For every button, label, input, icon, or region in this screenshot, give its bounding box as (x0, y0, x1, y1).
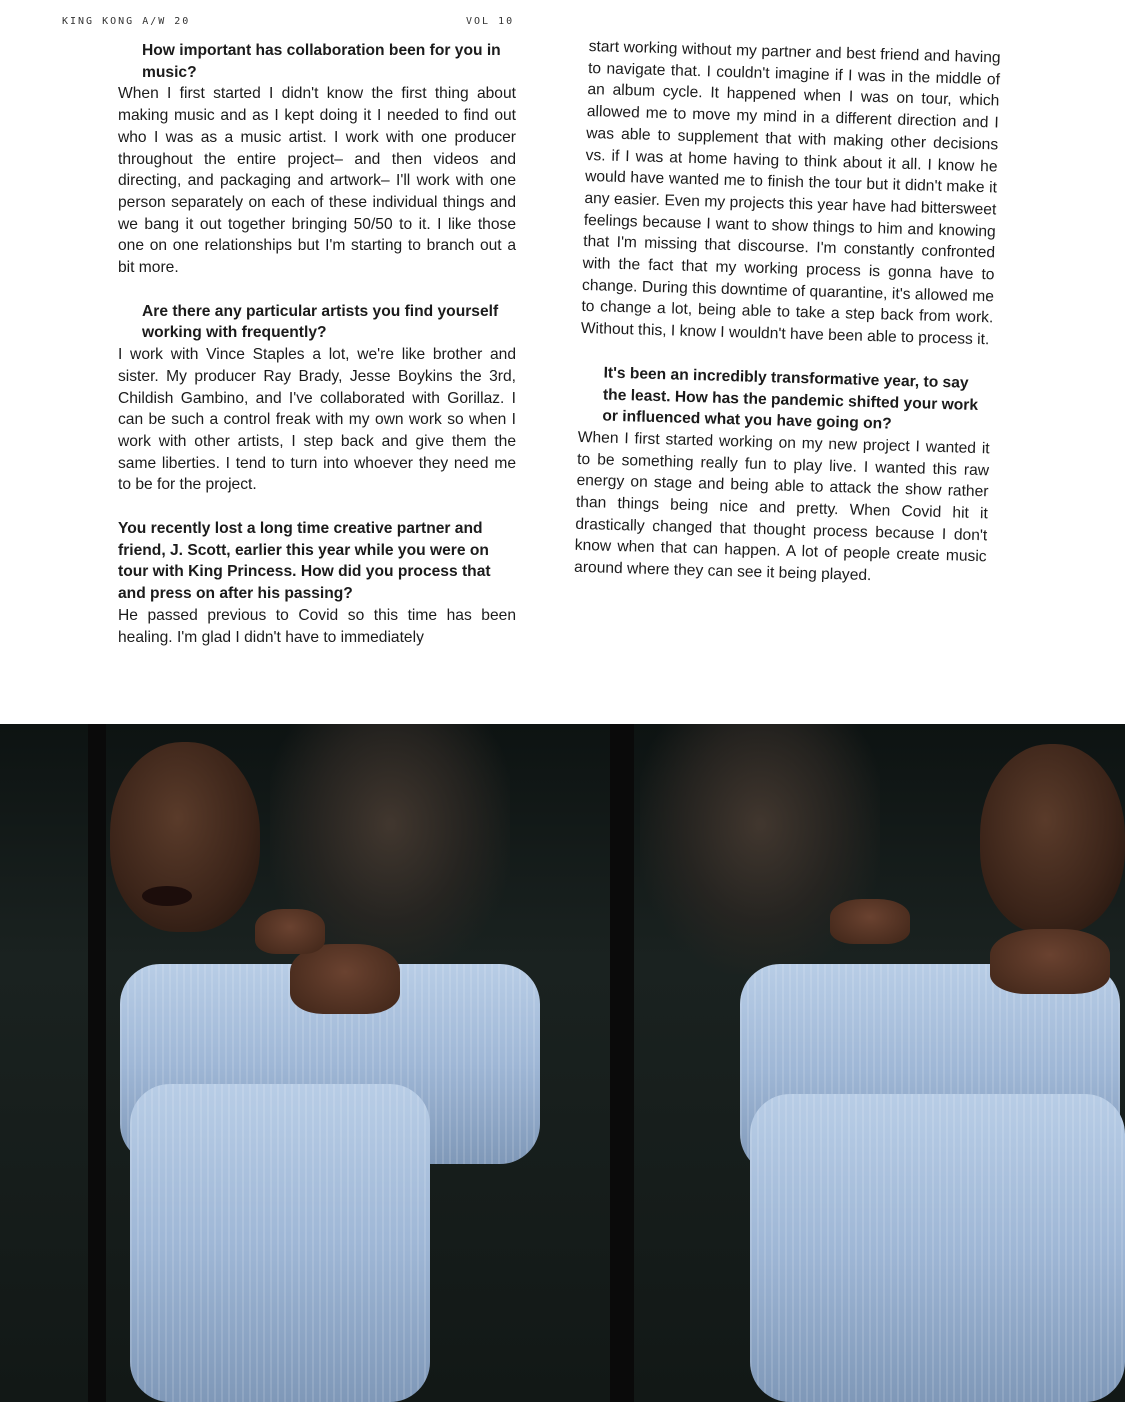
figure-left-shirt-body (130, 1084, 430, 1402)
figure-left-lips (142, 886, 192, 906)
answer-pandemic: When I first started working on my new project I wanted it to be something really fun to play live. I wanted this raw energy on stage and being able to attack the show rather than things being nice and pretty. When Covid hit it drastically changed that thought process because I don't know when that can happen. A lot of people create music around where they can see it being played. (573, 428, 990, 585)
portrait-photo (0, 724, 1125, 1402)
figure-left (0, 724, 520, 1402)
figure-left-hand (290, 944, 400, 1014)
answer-collaboration: When I first started I didn't know the first thing about making music and as I kept doing it I needed to find out who I was as a music artist. I work with one producer throughout the entire project– and then videos and directing, and packaging and artwork– I'll work with one person separately on each of these individual things and we bang it out together bringing 50/50 to it. I like those one on one relationships but I'm starting to branch out a bit more. (118, 85, 516, 277)
right-text-column (574, 36, 1001, 590)
question-pandemic: It's been an incredibly transformative year, to say the least. How has the pandemic shifted your work or influenced what you have going on? (602, 364, 979, 433)
left-text-column (118, 40, 516, 648)
answer-creative-partner-continued: start working without my partner and best friend and having to navigate that. I couldn't imagine if I was in the middle of an album cycle. It happened when I was on tour, which allowed me to move my mind in a different direction and I was able to supplement that with making other decisions vs. if I was at home having to think about it all. I know he would have wanted me to finish the tour but it didn't make it any easier. Even my projects this year have had bittersweet feelings because I want to show things to him and knowing that I'm missing that discourse. I'm constantly confronted with the fact that my working process is gonna have to change. During this downtime of quarantine, it's allowed me to change a lot, being able to take a step back from work. Without this, I know I wouldn't have been able to process it. (580, 37, 1001, 349)
figure-right-head (980, 744, 1125, 934)
question-collaboration: How important has collaboration been for you in music? (142, 42, 501, 81)
answer-frequent-artists: I work with Vince Staples a lot, we're like brother and sister. My producer Ray Brady, Jesse Boykins the 3rd, Childish Gambino, and I've collaborated with Gorillaz. I can be such a control freak with my own work so when I work with other artists, I step back and give them the same liberties. I tend to turn into whoever they need me to be for the project. (118, 346, 516, 494)
figure-left-hand-back (255, 909, 325, 954)
figure-left-head (110, 742, 260, 932)
figure-right-hand-back (830, 899, 910, 944)
question-creative-partner: You recently lost a long time creative partner and friend, J. Scott, earlier this year while you were on tour with King Princess. How did you process that and press on after his passing? (118, 520, 491, 603)
figure-right (600, 724, 1125, 1402)
question-frequent-artists: Are there any particular artists you find yourself working with frequently? (142, 302, 499, 342)
magazine-header-volume: VOL 10 (466, 16, 515, 27)
figure-right-hand (990, 929, 1110, 994)
answer-creative-partner: He passed previous to Covid so this time has been healing. I'm glad I didn't have to immediately (118, 606, 516, 646)
magazine-header-title: KING KONG A/W 20 (62, 16, 191, 27)
figure-right-shirt-body (750, 1094, 1125, 1402)
